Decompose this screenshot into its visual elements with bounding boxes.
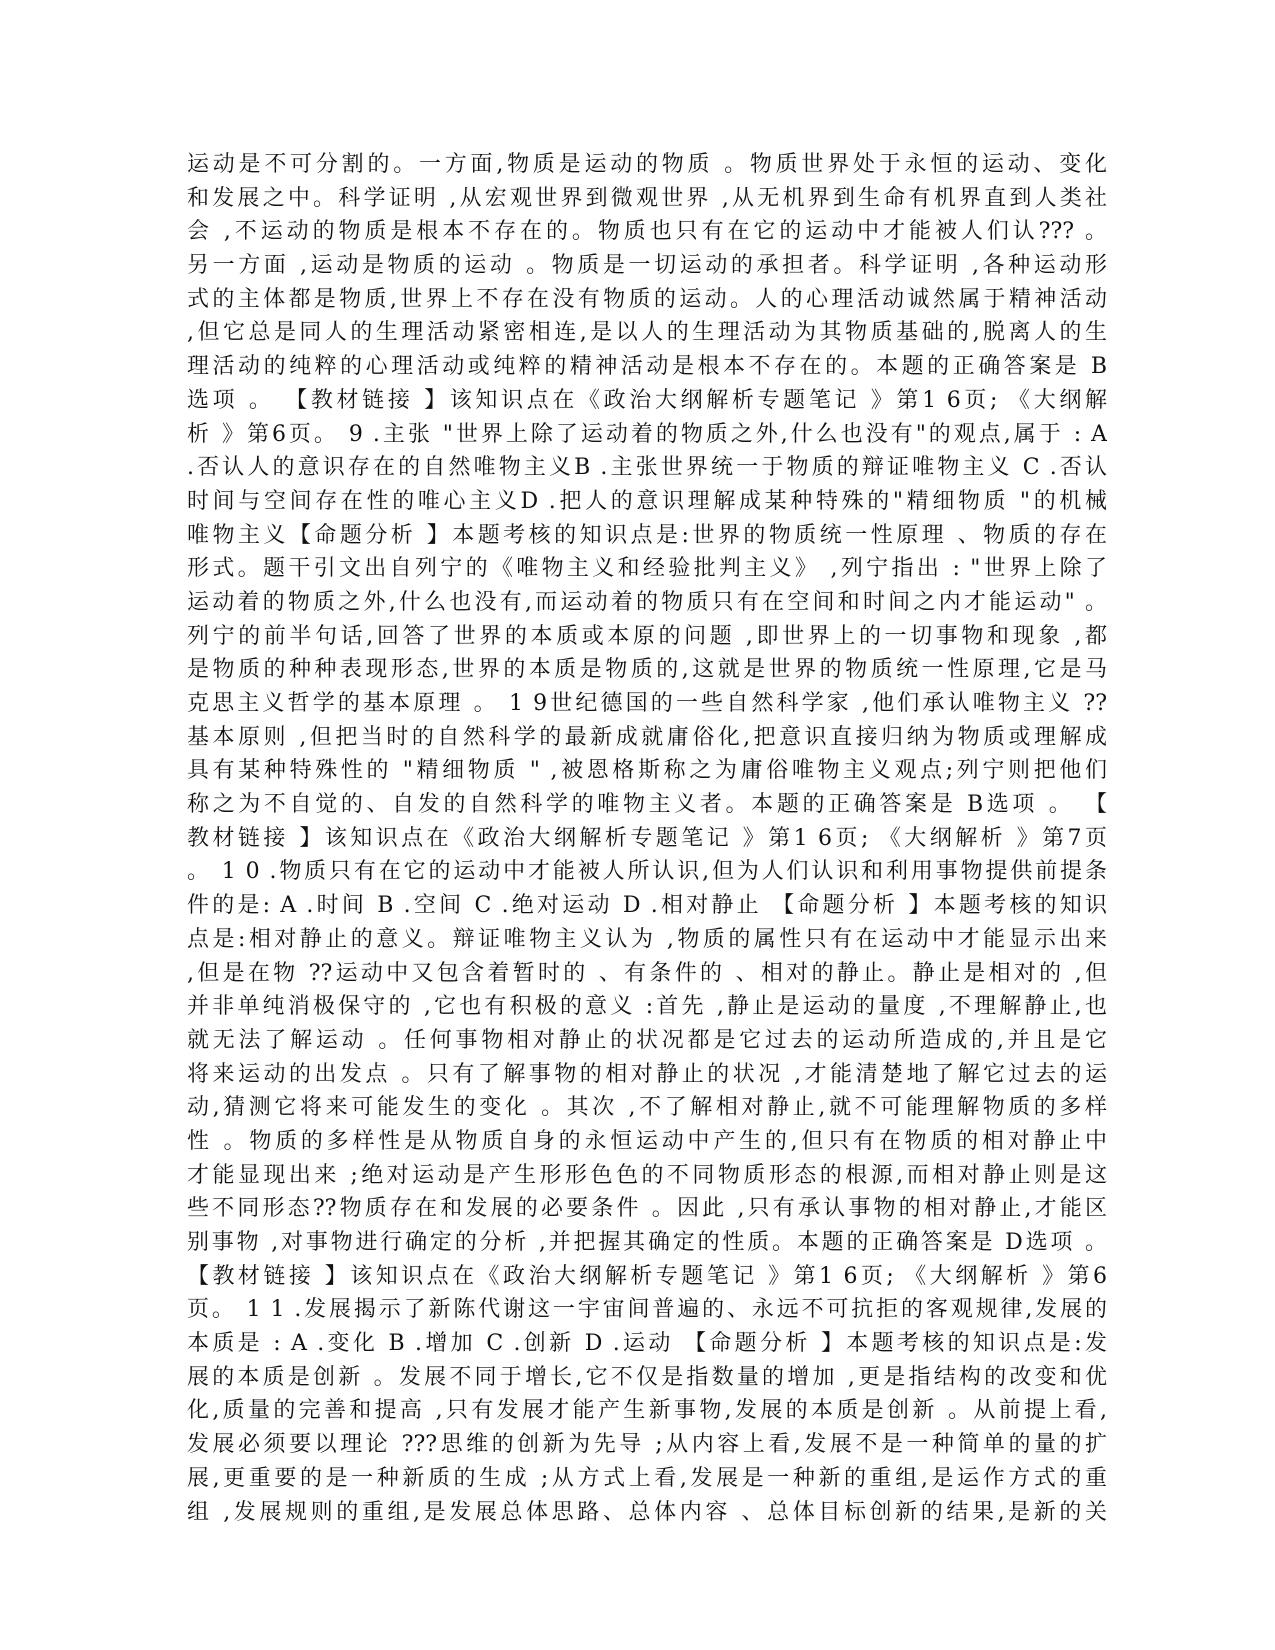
text-line-12: 唯物主义【命题分析 】本题考核的知识点是:世界的物质统一性原理 、物质的存在 (187, 522, 1107, 548)
text-line-18: 基本原则 ,但把当时的自然科学的最新成就庸俗化,把意识直接归纳为物质或理解成 (187, 724, 1107, 750)
text-line-37: 展的本质是创新 。发展不同于增长,它不仅是指数量的增加 ,更是指结构的改变和优 (187, 1364, 1107, 1390)
text-line-36: 本质是 : A .变化 B .增加 C .创新 D .运动 【命题分析 】本题考核的知识点是:发 (187, 1331, 1107, 1357)
text-line-11: 时间与空间存在性的唯心主义D .把人的意识理解成某种特殊的"精细物质 "的机械 (187, 488, 1107, 514)
text-line-35: 页。 1 1 .发展揭示了新陈代谢这一宇宙间普遍的、永远不可抗拒的客观规律,发展的 (187, 1297, 1107, 1323)
text-line-38: 化,质量的完善和提高 ,只有发展才能产生新事物,发展的本质是创新 。从前提上看, (187, 1398, 1107, 1424)
text-line-22: 。 1 0 .物质只有在它的运动中才能被人所认识,但为人们认识和利用事物提供前提条 (187, 859, 1107, 885)
text-line-33: 别事物 ,对事物进行确定的分析 ,并把握其确定的性质。本题的正确答案是 D选项 。 (187, 1230, 1107, 1255)
text-line-32: 些不同形态??物质存在和发展的必要条件 。因此 ,只有承认事物的相对静止,才能区 (187, 1196, 1107, 1222)
text-line-5: 式的主体都是物质,世界上不存在没有物质的运动。人的心理活动诚然属于精神活动 (187, 286, 1107, 312)
text-line-21: 教材链接 】该知识点在《政治大纲解析专题笔记 》第1 6页; 《大纲解析 》第7页 (187, 825, 1107, 851)
text-line-14: 运动着的物质之外,什么也没有,而运动着的物质只有在空间和时间之内才能运动" 。 (187, 589, 1107, 615)
text-line-27: 就无法了解运动 。任何事物相对静止的状况都是它过去的运动所造成的,并且是它 (187, 1027, 1107, 1053)
text-line-29: 动,猜测它将来可能发生的变化 。其次 ,不了解相对静止,就不可能理解物质的多样 (187, 1095, 1107, 1121)
text-line-23: 件的是: A .时间 B .空间 C .绝对运动 D .相对静止 【命题分析 】本题考核的知识 (187, 893, 1107, 919)
text-line-24: 点是:相对静止的意义。辩证唯物主义认为 ,物质的属性只有在运动中才能显示出来 (187, 926, 1107, 952)
text-line-7: 理活动的纯粹的心理活动或纯粹的精神活动是根本不存在的。本题的正确答案是 B (187, 354, 1107, 380)
text-line-9: 析 》第6页。 9 .主张 "世界上除了运动着的物质之外,什么也没有"的观点,属于 : A (187, 421, 1107, 447)
text-line-30: 性 。物质的多样性是从物质自身的永恒运动中产生的,但只有在物质的相对静止中 (187, 1128, 1107, 1154)
text-line-15: 列宁的前半句话,回答了世界的本质或本原的问题 ,即世界上的一切事物和现象 ,都 (187, 623, 1107, 649)
text-line-6: ,但它总是同人的生理活动紧密相连,是以人的生理活动为其物质基础的,脱离人的生 (187, 320, 1107, 346)
text-line-20: 称之为不自觉的、自发的自然科学的唯物主义者。本题的正确答案是 B选项 。 【 (187, 792, 1107, 818)
text-line-40: 展,更重要的是一种新质的生成 ;从方式上看,发展是一种新的重组,是运作方式的重 (187, 1465, 1107, 1491)
text-line-8: 选项 。 【教材链接 】该知识点在《政治大纲解析专题笔记 》第1 6页; 《大纲解 (187, 387, 1107, 413)
text-line-16: 是物质的种种表现形态,世界的本质是物质的,这就是世界的物质统一性原理,它是马 (187, 657, 1107, 683)
text-line-25: ,但是在物 ??运动中又包含着暂时的 、有条件的 、相对的静止。静止是相对的 ,但 (187, 960, 1107, 986)
text-line-39: 发展必须要以理论 ???思维的创新为先导 ;从内容上看,发展不是一种简单的量的扩 (187, 1432, 1107, 1458)
text-line-19: 具有某种特殊性的 "精细物质 " ,被恩格斯称之为庸俗唯物主义观点;列宁则把他们 (187, 758, 1107, 784)
text-line-2: 和发展之中。科学证明 ,从宏观世界到微观世界 ,从无机界到生命有机界直到人类社 (187, 185, 1107, 211)
text-line-10: .否认人的意识存在的自然唯物主义B .主张世界统一于物质的辩证唯物主义 C .否认 (187, 455, 1107, 481)
text-line-13: 形式。题干引文出自列宁的《唯物主义和经验批判主义》 ,列宁指出 : "世界上除了 (187, 556, 1107, 582)
text-line-34: 【教材链接 】该知识点在《政治大纲解析专题笔记 》第1 6页; 《大纲解析 》第6 (187, 1263, 1107, 1289)
text-line-26: 并非单纯消极保守的 ,它也有积极的意义 :首先 ,静止是运动的量度 ,不理解静止,也 (187, 994, 1107, 1020)
text-line-17: 克思主义哲学的基本原理 。 1 9世纪德国的一些自然科学家 ,他们承认唯物主义 ?? (187, 691, 1107, 716)
text-line-28: 将来运动的出发点 。只有了解事物的相对静止的状况 ,才能清楚地了解它过去的运 (187, 1061, 1107, 1087)
text-line-41: 组 ,发展规则的重组,是发展总体思路、总体内容 、总体目标创新的结果,是新的关 (187, 1499, 1107, 1525)
text-line-3: 会 ,不运动的物质是根本不存在的。物质也只有在它的运动中才能被人们认??? 。 (187, 219, 1107, 245)
document-page (187, 148, 1107, 1548)
text-line-31: 才能显现出来 ;绝对运动是产生形形色色的不同物质形态的根源,而相对静止则是这 (187, 1162, 1107, 1188)
text-line-4: 另一方面 ,运动是物质的运动 。物质是一切运动的承担者。科学证明 ,各种运动形 (187, 253, 1107, 279)
text-line-1: 运动是不可分割的。一方面,物质是运动的物质 。物质世界处于永恒的运动、变化 (187, 152, 1107, 177)
